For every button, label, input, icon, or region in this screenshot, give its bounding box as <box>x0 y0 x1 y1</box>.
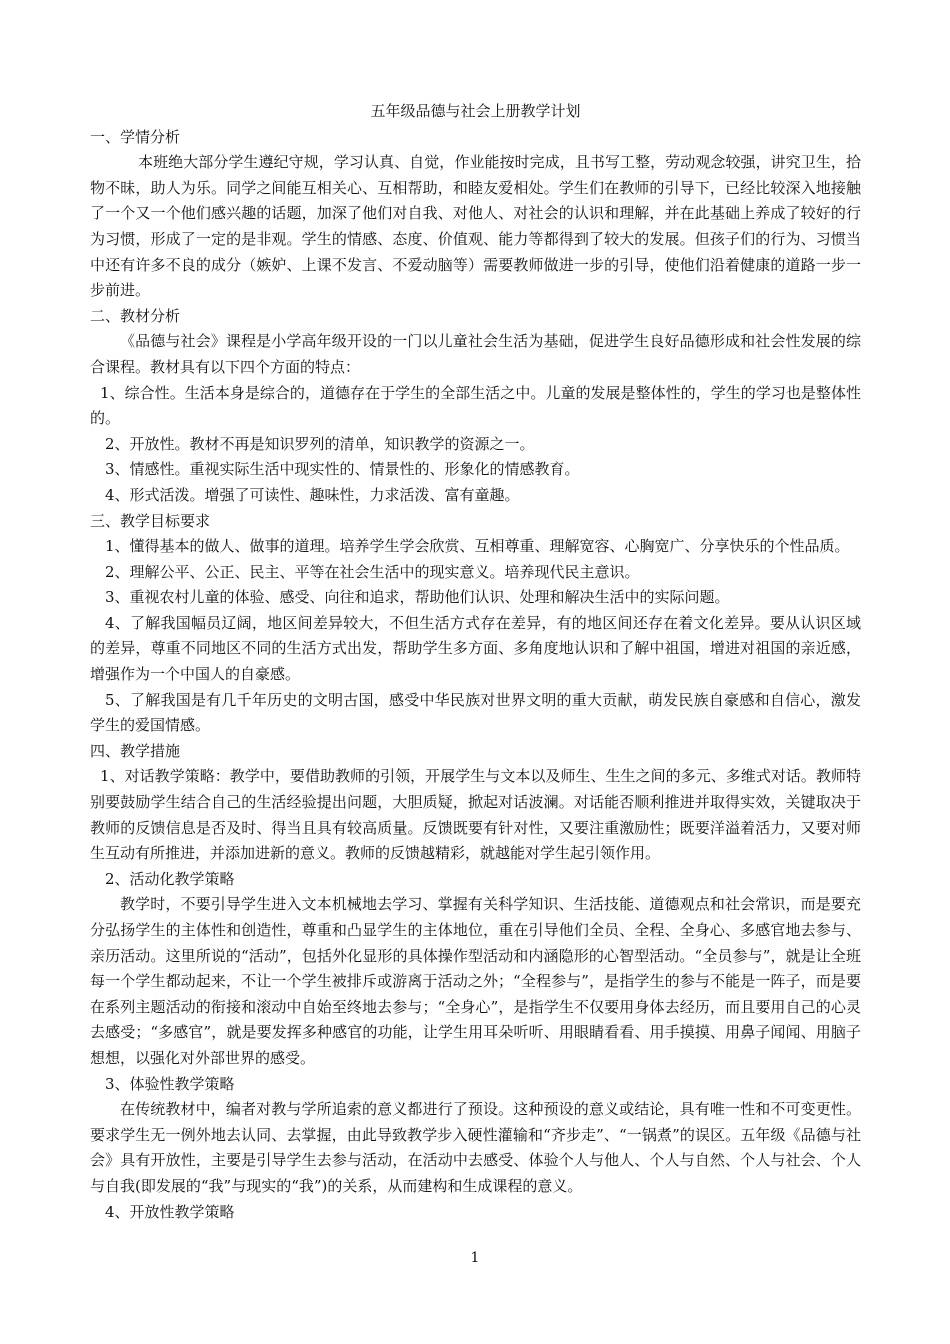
paragraph-textbook-point-3: 3、情感性。重视实际生活中现实性的、情景性的、形象化的情感教育。 <box>105 460 580 479</box>
paragraph-textbook-point-2: 2、开放性。教材不再是知识罗列的清单，知识教学的资源之一。 <box>105 434 535 453</box>
section-heading-1: 一、学情分析 <box>90 127 181 146</box>
paragraph-textbook-point-1: 1、综合性。生活本身是综合的，道德存在于学生的全部生活之中。儿童的发展是整体性的，学生的学习也是整体性的。 <box>90 383 861 428</box>
page-number: 1 <box>470 1250 480 1266</box>
paragraph-measure-1: 1、对话教学策略：教学中，要借助教师的引领，开展学生与文本以及师生、生生之间的多元、多维式对话。教师特别要鼓励学生结合自己的生活经验提出问题，大胆质疑，掀起对话波澜。对话能否顺利推进并取得实效，关键取决于教师的反馈信息是否及时、得当且具有较高质量。反馈既要有针对性，又要注重激励性；既要洋溢着活力，又要对师生互动有所推进，并添加进新的意义。教师的反馈越精彩，就越能对学生起引领作用。 <box>90 767 861 863</box>
paragraph-student-analysis: 本班绝大部分学生遵纪守规，学习认真、自觉，作业能按时完成，且书写工整，劳动观念较强，讲究卫生，拾物不昧，助人为乐。同学之间能互相关心、互相帮助，和睦友爱相处。学生们在教师的引导下，已经比较深入地接触了一个又一个他们感兴趣的话题，加深了他们对自我、对他人、对社会的认识和理解，并在此基础上养成了较好的行为习惯，形成了一定的是非观。学生的情感、态度、价值观、能力等都得到了较大的发展。但孩子们的行为、习惯当中还有许多不良的成分（嫉妒、上课不发言、不爱动脑等）需要教师做进一步的引导，使他们沿着健康的道路一步一步前进。 <box>90 153 861 300</box>
section-heading-4: 四、教学措施 <box>90 741 181 760</box>
paragraph-goal-4: 4、了解我国幅员辽阔，地区间差异较大，不但生活方式存在差异，有的地区间还存在着文化差异。要从认识区域的差异，尊重不同地区不同的生活方式出发，帮助学生多方面、多角度地认识和了解中祖国，增进对祖国的亲近感，增强作为一个中国人的自豪感。 <box>90 613 861 684</box>
paragraph-measure-3-heading: 3、体验性教学策略 <box>105 1074 235 1093</box>
document-body <box>90 99 861 1225</box>
paragraph-goal-3: 3、重视农村儿童的体验、感受、向往和追求，帮助他们认识、处理和解决生活中的实际问题。 <box>105 588 730 607</box>
paragraph-goal-2: 2、理解公平、公正、民主、平等在社会生活中的现实意义。培养现代民主意识。 <box>105 562 640 581</box>
document-title: 五年级品德与社会上册教学计划 <box>370 102 581 120</box>
paragraph-measure-2-heading: 2、活动化教学策略 <box>105 869 235 888</box>
paragraph-textbook-intro: 《品德与社会》课程是小学高年级开设的一门以儿童社会生活为基础，促进学生良好品德形成和社会性发展的综合课程。教材具有以下四个方面的特点： <box>90 332 861 376</box>
paragraph-goal-1: 1、懂得基本的做人、做事的道理。培养学生学会欣赏、互相尊重、理解宽容、心胸宽广、分享快乐的个性品质。 <box>105 537 850 556</box>
section-heading-2: 二、教材分析 <box>90 306 181 325</box>
paragraph-goal-5: 5、了解我国是有几千年历史的文明古国，感受中华民族对世界文明的重大贡献，萌发民族自豪感和自信心，激发学生的爱国情感。 <box>90 690 861 735</box>
paragraph-measure-2-body: 教学时，不要引导学生进入文本机械地去学习、掌握有关科学知识、生活技能、道德观点和社会常识，而是要充分弘扬学生的主体性和创造性，尊重和凸显学生的主体地位，重在引导他们全员、全程、全身心、多感官地去参与、亲历活动。这里所说的“活动”，包括外化显形的具体操作型活动和内涵隐形的心智型活动。“全员参与”，就是让全班每一个学生都动起来，不让一个学生被排斥或游离于活动之外；“全程参与”，是指学生的参与不能是一阵子，而是要在系列主题活动的衔接和滚动中自始至终地去参与；“全身心”，是指学生不仅要用身体去经历，而且要用自己的心灵去感受；“多感官”，就是要发挥多种感官的功能，让学生用耳朵听听、用眼睛看看、用手摸摸、用鼻子闻闻、用脑子想想，以强化对外部世界的感受。 <box>90 895 861 1067</box>
paragraph-measure-3-body: 在传统教材中，编者对教与学所追索的意义都进行了预设。这种预设的意义或结论，具有唯一性和不可变更性。要求学生无一例外地去认同、去掌握，由此导致教学步入硬性灌输和“齐步走”、“一锅煮”的误区。五年级《品德与社会》具有开放性，主要是引导学生去参与活动，在活动中去感受、体验个人与他人、个人与自然、个人与社会、个人与自我(即发展的“我”与现实的“我”)的关系，从而建构和生成课程的意义。 <box>90 1100 861 1195</box>
paragraph-measure-4-heading: 4、开放性教学策略 <box>105 1202 235 1221</box>
paragraph-textbook-point-4: 4、形式活泼。增强了可读性、趣味性，力求活泼、富有童趣。 <box>105 485 520 504</box>
section-heading-3: 三、教学目标要求 <box>90 511 211 530</box>
